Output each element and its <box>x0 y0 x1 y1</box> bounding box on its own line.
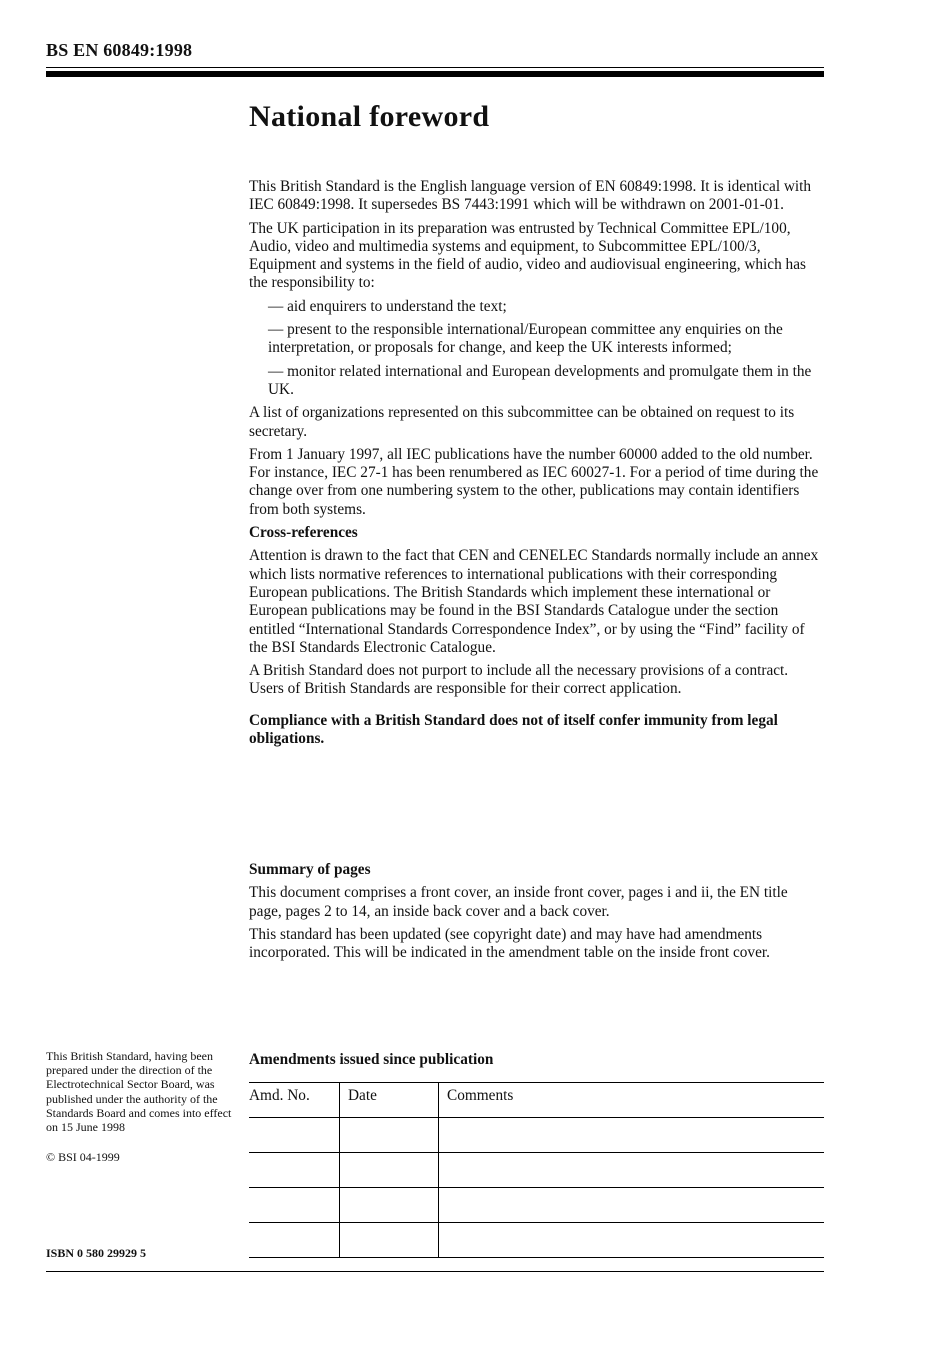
amendments-title: Amendments issued since publication <box>249 1051 494 1068</box>
crossref-heading: Cross-references <box>249 524 358 542</box>
document-code: BS EN 60849:1998 <box>46 40 193 60</box>
list-item: — aid enquirers to understand the text; <box>268 297 507 315</box>
paragraph-contract: A British Standard does not purport to include all the necessary provisions of a contract. Users of British Standards are responsible for their correct application. <box>249 662 789 698</box>
summary-paragraph: This standard has been updated (see copyright date) and may have had amendments incorporated. This will be indicated in the amendment table on the inside front cover. <box>249 925 770 962</box>
amendments-table <box>249 1082 824 1258</box>
compliance-statement: Compliance with a British Standard does not of itself confer immunity from legal obligations. <box>249 711 778 748</box>
table-row <box>249 1223 824 1258</box>
foreword-body <box>249 178 824 748</box>
table-cell <box>439 1188 825 1223</box>
table-cell <box>439 1118 825 1153</box>
footer-rule <box>46 1271 824 1272</box>
table-cell <box>439 1153 825 1188</box>
table-row <box>249 1188 824 1223</box>
table-cell <box>340 1188 439 1223</box>
header-rule-thick <box>46 71 824 77</box>
table-row <box>249 1153 824 1188</box>
paragraph-organizations: A list of organizations represented on this subcommittee can be obtained on request to its secretary. <box>249 404 795 440</box>
summary-paragraph: This document comprises a front cover, an inside front cover, pages i and ii, the EN title page, pages 2 to 14, an inside back cover and a back cover. <box>249 884 788 920</box>
table-cell <box>249 1188 340 1223</box>
header-rule-thin <box>46 67 824 68</box>
list-item: — monitor related international and European developments and promulgate them in the UK. <box>268 362 812 398</box>
table-header-row <box>249 1083 824 1118</box>
summary-heading: Summary of pages <box>249 861 371 878</box>
paragraph-numbering: From 1 January 1997, all IEC publications have the number 60000 added to the old number. For instance, IEC 27-1 has been renumbered as IEC 60027-1. For a period of time during the change over from one numbering system to the other, publications may contain identifiers from both systems. <box>249 445 819 518</box>
isbn: ISBN 0 580 29929 5 <box>46 1246 147 1260</box>
paragraph-crossref: Attention is drawn to the fact that CEN and CENELEC Standards normally include an annex which lists normative references to international publications with their corresponding European publications. The British Standards which implement these international or European publications may be found in the BSI Standards Catalogue under the section entitled “International Standards Correspondence Index”, or by using the “Find” facility of the BSI Standards Electronic Catalogue. <box>249 547 819 656</box>
table-cell <box>249 1118 340 1153</box>
list-item: — present to the responsible international/European committee any enquiries on the interpretation, or proposals for change, and keep the UK interests informed; <box>268 321 783 357</box>
table-cell <box>249 1153 340 1188</box>
table-cell <box>340 1223 439 1258</box>
copyright-notice: © BSI 04-1999 <box>46 1150 120 1165</box>
column-header-date: Date <box>340 1083 439 1118</box>
table-cell <box>249 1223 340 1258</box>
table-cell <box>340 1153 439 1188</box>
table-cell <box>340 1118 439 1153</box>
page-title: National foreword <box>249 100 490 133</box>
table-cell <box>439 1223 825 1258</box>
column-header-amd-no: Amd. No. <box>249 1083 340 1118</box>
publication-note-text: This British Standard, having been prepared under the direction of the Electrotechnical Sector Board, was published under the authority of the Standards Board and comes into effect on 15 June 1998 <box>46 1049 232 1135</box>
column-header-comments: Comments <box>439 1083 825 1118</box>
publication-note <box>46 1049 236 1164</box>
paragraph-participation: The UK participation in its preparation was entrusted by Technical Committee EPL/100, Audio, video and multimedia systems and equipment, to Subcommittee EPL/100/3, Equipment and systems in the field of audio, video and audiovisual engineering, which has the responsibility to: <box>249 219 806 292</box>
summary-section <box>249 861 824 967</box>
paragraph-intro: This British Standard is the English language version of EN 60849:1998. It is identical with IEC 60849:1998. It supersedes BS 7443:1991 which will be withdrawn on 2001-01-01. <box>249 178 812 214</box>
table-row <box>249 1118 824 1153</box>
